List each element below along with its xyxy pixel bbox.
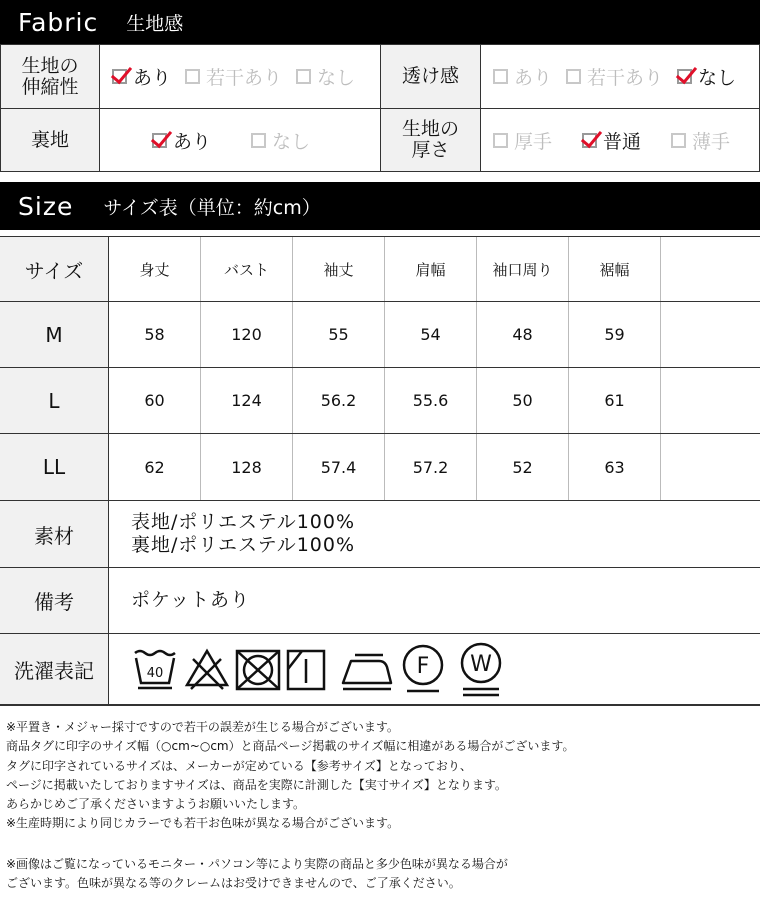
wet-clean-w-icon — [455, 641, 507, 697]
table-cell: 55.6 — [385, 368, 477, 433]
note-line: ページに掲載いたしておりますサイズは、商品を実際に計測した【実寸サイズ】となります。 — [6, 777, 507, 792]
table-cell: 62 — [109, 434, 201, 500]
checkbox-icon — [185, 69, 200, 84]
sheer-option-nashi[interactable]: なし — [677, 63, 736, 90]
note-line: ※画像はご覧になっているモニター・パソコン等により実際の商品と多少色味が異なる場合が — [6, 856, 508, 871]
checkbox-icon — [671, 133, 686, 148]
table-cell — [661, 302, 754, 367]
size-table — [0, 236, 760, 683]
fabric-table — [0, 44, 760, 172]
stretch-options — [99, 45, 380, 108]
care-icons — [109, 634, 760, 704]
iron-low-icon — [337, 645, 393, 693]
remarks-label: 備考 — [0, 568, 109, 633]
column-header: 身丈 — [109, 237, 201, 301]
table-cell: 52 — [477, 434, 569, 500]
column-header: 袖丈 — [293, 237, 385, 301]
material-value: 表地/ポリエステル100% 裏地/ポリエステル100% — [131, 511, 356, 556]
fabric-title-jp: 生地感 — [126, 12, 184, 35]
stretch-option-ari[interactable]: あり — [112, 63, 171, 90]
table-cell — [661, 368, 754, 433]
column-header: バスト — [201, 237, 293, 301]
size-table-header-row — [0, 237, 760, 302]
lining-option-ari[interactable]: あり — [152, 127, 211, 154]
size-title-jp: サイズ表（単位：約cm） — [103, 196, 321, 219]
checkbox-icon — [493, 133, 508, 148]
sheer-label: 透け感 — [380, 45, 480, 108]
note-line: ※平置き・メジャー採寸ですので若干の誤差が生じる場合がございます。 — [6, 720, 399, 734]
fabric-row-1 — [1, 45, 759, 109]
stretch-option-jakkan[interactable]: 若干あり — [185, 63, 282, 90]
care-row — [0, 634, 760, 704]
stretch-option-nashi[interactable]: なし — [296, 63, 355, 90]
size-header — [0, 182, 760, 230]
column-header — [661, 237, 754, 301]
table-cell: 55 — [293, 302, 385, 367]
table-cell: 120 — [201, 302, 293, 367]
table-cell: 60 — [109, 368, 201, 433]
column-header: 肩幅 — [385, 237, 477, 301]
svg-text:40: 40 — [146, 666, 164, 681]
table-row — [0, 302, 760, 368]
table-row — [0, 368, 760, 434]
table-cell: 57.2 — [385, 434, 477, 500]
checkbox-icon — [566, 69, 581, 84]
remarks-value: ポケットあり — [131, 589, 251, 611]
fabric-title-en: Fabric — [18, 7, 99, 37]
fabric-header — [0, 0, 760, 44]
note-line: あらかじめご了承くださいますようお願いいたします。 — [6, 797, 306, 812]
table-cell: 59 — [569, 302, 661, 367]
thickness-options — [480, 109, 759, 171]
thickness-option-usude[interactable]: 薄手 — [671, 127, 730, 154]
wash-40-icon — [131, 645, 179, 693]
material-label: 素材 — [0, 501, 109, 567]
sheer-options — [480, 45, 759, 108]
table-cell: 50 — [477, 368, 569, 433]
checkbox-icon — [493, 69, 508, 84]
note-line: ございます。色味が異なる等のクレームはお受けできませんので、ご了承ください。 — [6, 876, 461, 891]
table-cell: 63 — [569, 434, 661, 500]
size-label: LL — [0, 434, 109, 500]
note-line: ※生産時期により同じカラーでも若干お色味が異なる場合がございます。 — [6, 816, 400, 831]
column-header: 袖口周り — [477, 237, 569, 301]
sheer-option-ari[interactable]: あり — [493, 63, 552, 90]
size-label: M — [0, 302, 109, 367]
sheer-option-jakkan[interactable]: 若干あり — [566, 63, 663, 90]
checkbox-icon — [112, 69, 127, 84]
table-row — [0, 434, 760, 501]
size-title-en: Size — [18, 191, 74, 221]
fabric-row-2 — [1, 109, 759, 171]
dry-clean-f-icon — [399, 643, 447, 695]
checkbox-icon — [251, 133, 266, 148]
table-cell: 56.2 — [293, 368, 385, 433]
thickness-label: 生地の 厚さ — [380, 109, 480, 171]
no-bleach-icon — [183, 645, 231, 693]
note-line: タグに印字されているサイズは、メーカーが定めている【参考サイズ】となっており、 — [6, 758, 472, 773]
svg-text:W: W — [470, 652, 492, 677]
thickness-option-atsude[interactable]: 厚手 — [493, 127, 552, 154]
table-cell: 58 — [109, 302, 201, 367]
drip-dry-shade-icon — [285, 645, 327, 693]
stretch-label: 生地の 伸縮性 — [1, 45, 99, 108]
checkbox-icon — [582, 133, 597, 148]
no-tumble-dry-icon — [233, 645, 283, 693]
table-cell: 61 — [569, 368, 661, 433]
lining-option-nashi[interactable]: なし — [251, 127, 310, 154]
size-header-label: サイズ — [0, 237, 109, 301]
column-header: 裾幅 — [569, 237, 661, 301]
table-cell: 48 — [477, 302, 569, 367]
checkbox-icon — [296, 69, 311, 84]
care-label: 洗濯表記 — [0, 634, 109, 704]
note-line: 商品タグに印字のサイズ幅（○cm~○cm）と商品ページ掲載のサイズ幅に相違がある場合がございます。 — [6, 739, 575, 754]
table-cell: 124 — [201, 368, 293, 433]
remarks-row — [0, 568, 760, 634]
checkbox-icon — [152, 133, 167, 148]
table-cell: 57.4 — [293, 434, 385, 500]
material-row — [0, 501, 760, 568]
svg-text:F: F — [416, 654, 430, 679]
lining-options — [99, 109, 380, 171]
size-label: L — [0, 368, 109, 433]
thickness-option-futsu[interactable]: 普通 — [582, 127, 641, 154]
notes — [0, 704, 760, 899]
lining-label: 裏地 — [1, 109, 99, 171]
table-cell: 128 — [201, 434, 293, 500]
table-cell: 54 — [385, 302, 477, 367]
table-cell — [661, 434, 754, 500]
checkbox-icon — [677, 69, 692, 84]
